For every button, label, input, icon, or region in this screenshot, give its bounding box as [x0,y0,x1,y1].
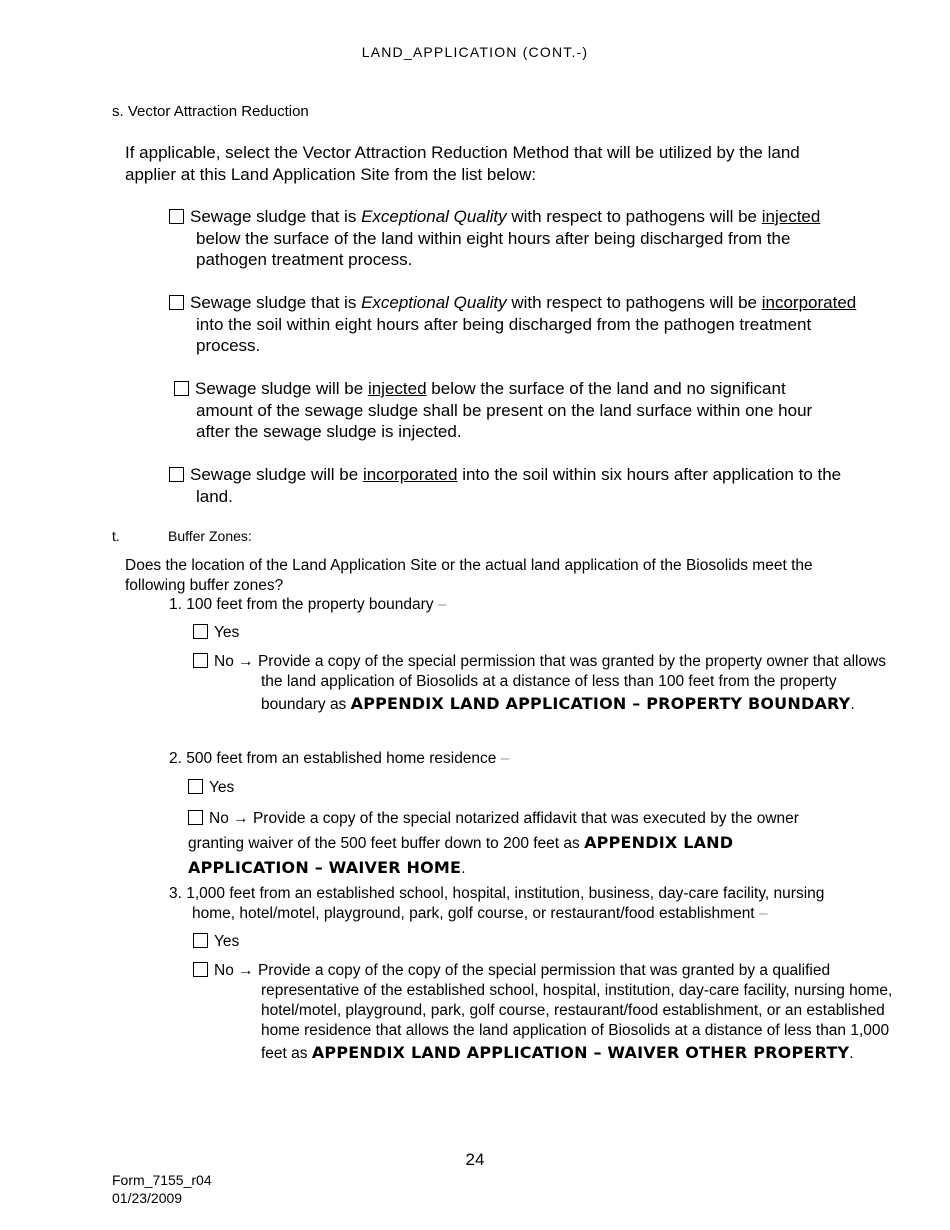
section-t-letter: t. [112,528,120,544]
buffer-q2-no-checkbox[interactable] [188,810,203,825]
var-option-4: Sewage sludge will be incorporated into the soil within six hours after application to the land. [169,464,866,507]
buffer-q3-no-checkbox[interactable] [193,962,208,977]
buffer-q1-yes-checkbox[interactable] [193,624,208,639]
buffer-q1-yes: Yes [193,623,239,643]
footer-date: 01/23/2009 [112,1190,183,1206]
buffer-q1-no-checkbox[interactable] [193,653,208,668]
buffer-q3-yes-checkbox[interactable] [193,933,208,948]
footer-form-id: Form_7155_r04 [112,1172,212,1188]
var-option-2-checkbox[interactable] [169,295,184,310]
buffer-q2: 2. 500 feet from an established home residence – [169,750,510,767]
buffer-q3: 3. 1,000 feet from an established school, hospital, institution, business, day-care facility, nursing home, hotel/motel, playground, park, golf course, or restaurant/food establishment – [169,885,825,922]
buffer-q3-no: No → Provide a copy of the copy of the special permission that was granted by a qualified representative of the established school, hospital, institution, day-care facility, nursing home, hotel/motel, playground, park, golf course, restaurant/food establishment, or an established home residence that allows the land application of Biosolids at a distance of less than 1,000 feet as APPENDIX LAND APPLICATION – WAIVER OTHER PROPERTY. [193,961,906,1065]
section-t-title: Buffer Zones: [168,528,252,544]
var-option-1: Sewage sludge that is Exceptional Quality with respect to pathogens will be injected below the surface of the land within eight hours after being discharged from the pathogen treatment process. [169,206,866,271]
section-t-intro: Does the location of the Land Application Site or the actual land application of the Biosolids meet the following buffer zones? [125,557,813,594]
var-option-4-checkbox[interactable] [169,467,184,482]
buffer-q2-no: No → Provide a copy of the special notarized affidavit that was executed by the owner granting waiver of the 500 feet buffer down to 200 feet as APPENDIX LAND APPLICATION – WAIVER HOME. [188,810,799,877]
var-option-2: Sewage sludge that is Exceptional Quality with respect to pathogens will be incorporated into the soil within eight hours after being discharged from the pathogen treatment process. [169,292,866,357]
buffer-q2-yes-checkbox[interactable] [188,779,203,794]
page-number: 24 [465,1150,485,1169]
buffer-q3-yes: Yes [193,932,239,952]
var-option-3: Sewage sludge will be injected below the surface of the land and no significant amount of the sewage sludge shall be present on the land surface within one hour after the sewage sludge is injected. [169,378,836,443]
buffer-q2-yes: Yes [188,778,234,798]
section-s-intro: If applicable, select the Vector Attraction Reduction Method that will be utilized by the land applier at this Land Application Site from the list below: [125,143,800,184]
section-s-title: s. Vector Attraction Reduction [112,103,309,120]
buffer-q1-no: No → Provide a copy of the special permission that was granted by the property owner that allows the land application of Biosolids at a distance of less than 100 feet from the property boundary as APPENDIX LAND APPLICATION – PROPERTY BOUNDARY. [193,652,901,716]
page-header: LAND_APPLICATION (CONT.-) [361,44,589,60]
buffer-q1: 1. 100 feet from the property boundary – [169,596,447,613]
var-option-1-checkbox[interactable] [169,209,184,224]
var-option-3-checkbox[interactable] [174,381,189,396]
